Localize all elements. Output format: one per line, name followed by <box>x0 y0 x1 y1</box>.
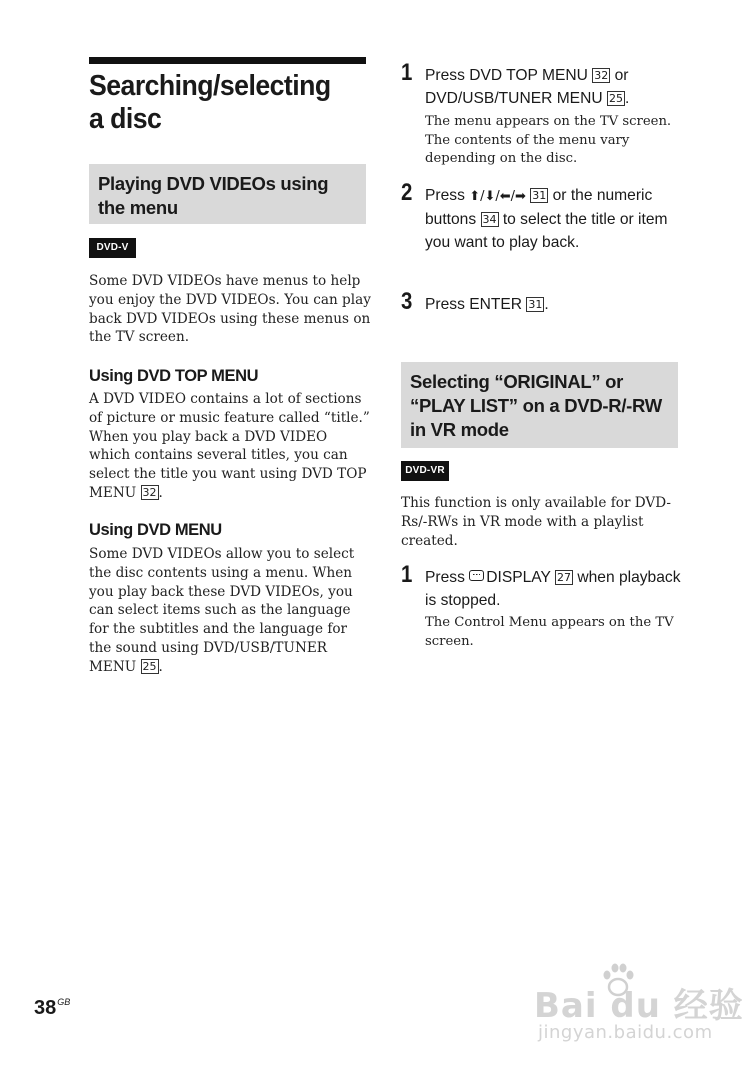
page-number-value: 38 <box>34 997 57 1019</box>
step-3-text: Press ENTER 31 . <box>425 296 549 313</box>
ref-number-box: 34 <box>482 213 497 226</box>
dvd-menu-paragraph: Some DVD VIDEOs allow you to select the disc contents using a menu. When you play back these DVD VIDEOs, you can select items such as the language for the subtitles and the language for the sound using DVD/USB/TUNER MENU 25 . <box>89 546 355 675</box>
step-text-part: DISPLAY <box>486 569 551 586</box>
step-text-part: or DVD/USB/TUNER MENU <box>425 67 629 107</box>
ref-number-box: 32 <box>142 485 157 499</box>
display-icon <box>469 570 484 581</box>
page-title: Searching/selecting a disc <box>89 70 331 135</box>
page-number <box>34 990 70 1020</box>
step-text-part: or the numeric buttons <box>425 187 653 228</box>
step-text-part: Press DVD TOP MENU <box>425 67 588 84</box>
ref-number-box: 27 <box>557 571 571 584</box>
step-text-part: to select the title or item you want to play back. <box>425 211 668 251</box>
step-text-part: when playback is stopped. <box>425 569 681 609</box>
vr-step-1-text <box>425 566 687 612</box>
ref-number-box: 32 <box>594 69 609 82</box>
section-heading-vr-mode: Selecting “ORIGINAL” or “PLAY LIST” on a DVD-R/-RW in VR mode <box>401 362 678 448</box>
dvd-menu-text: Some DVD VIDEOs allow you to select the disc contents using a menu. When you play back these DVD VIDEOs, you can select items such as the language for the subtitles and the language for the sound using DVD/USB/TUNER MENU <box>89 546 355 675</box>
vr-intro-paragraph: This function is only available for DVD-Rs/-RWs in VR mode with a playlist created. <box>401 495 671 549</box>
intro-paragraph: Some DVD VIDEOs have menus to help you enjoy the DVD VIDEOs. You can play back DVD VIDEOs using these menus on the TV screen. <box>89 273 371 346</box>
arrow-keys-icon: ⬆/⬇/⬅/➡ <box>469 189 526 204</box>
dvd-v-badge: DVD-V <box>89 238 136 258</box>
section-heading-dvd-video-menu: Playing DVD VIDEOs using the menu <box>89 164 366 224</box>
ref-number-box: 31 <box>532 189 547 202</box>
ref-number-box: 25 <box>608 92 623 105</box>
step-text-part: Press ENTER <box>425 296 523 313</box>
step-text-part: Press <box>425 569 465 586</box>
ref-number-box: 31 <box>528 298 543 311</box>
vr-step-1-note: The Control Menu appears on the TV screen. <box>425 615 674 649</box>
subheading-top-menu: Using DVD TOP MENU <box>89 367 259 385</box>
dvd-vr-badge: DVD-VR <box>401 461 449 481</box>
page-number-suffix: GB <box>57 997 71 1007</box>
step-2-text <box>425 184 685 254</box>
top-menu-text: A DVD VIDEO contains a lot of sections of picture or music feature called “title.” When you play back a DVD VIDEO which contains several titles, you can select the title you want using DVD TOP MENU <box>89 391 370 501</box>
step-number: 2 <box>401 179 413 206</box>
top-menu-paragraph: A DVD VIDEO contains a lot of sections of picture or music feature called “title.” When you play back a DVD VIDEO which contains several titles, you can select the title you want using DVD TOP MENU 32 . <box>89 391 370 501</box>
title-rule <box>89 57 366 64</box>
step-number: 3 <box>401 288 413 315</box>
ref-number-box: 25 <box>142 659 157 673</box>
baidu-watermark <box>520 960 750 1060</box>
step-number: 1 <box>401 59 413 86</box>
watermark-url: jingyan.baidu.com <box>538 1022 713 1043</box>
subheading-dvd-menu: Using DVD MENU <box>89 521 222 539</box>
step-text-part: Press <box>425 187 465 204</box>
step-1-note: The menu appears on the TV screen. The contents of the menu vary depending on the disc. <box>425 114 672 166</box>
watermark-main-text: Bai du 经验 <box>534 986 744 1026</box>
step-number: 1 <box>401 561 413 588</box>
step-1-text: Press DVD TOP MENU 32 or DVD/USB/TUNER MENU 25 . <box>425 67 630 107</box>
